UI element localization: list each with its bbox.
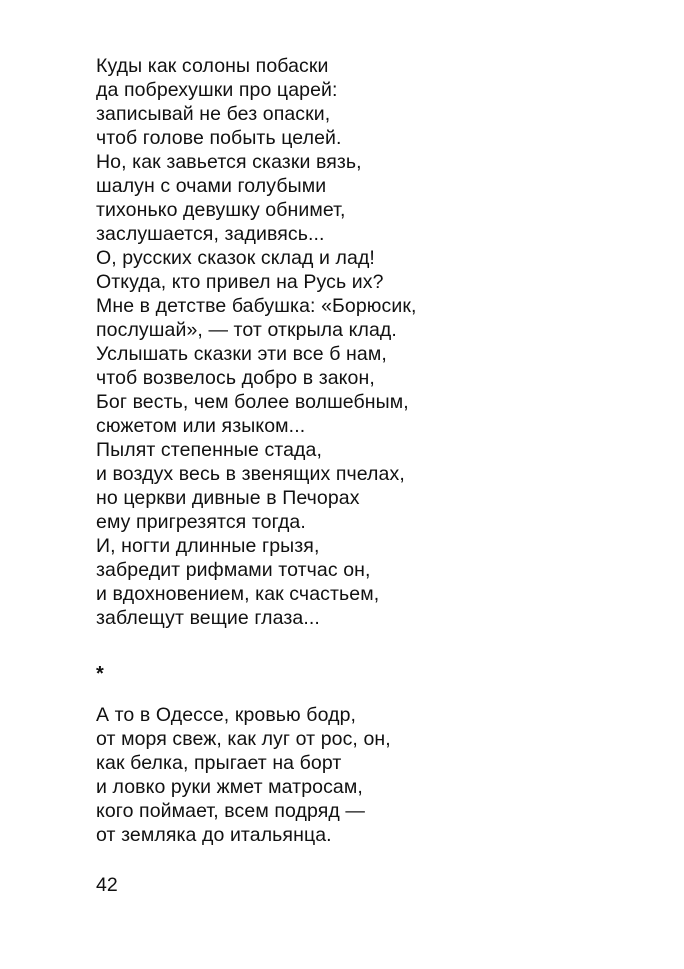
poem-line: Бог весть, чем более волшебным, [96, 391, 409, 413]
section-separator-asterisk: * [96, 663, 104, 685]
poem-line: кого поймает, всем подряд — [96, 800, 365, 822]
poem-line: Мне в детстве бабушка: «Борюсик, [96, 295, 417, 317]
poem-line: Но, как завьется сказки вязь, [96, 151, 362, 173]
poem-line: послушай», — тот открыла клад. [96, 319, 397, 341]
poem-stanza-1 [96, 54, 417, 630]
poem-line: чтоб возвелось добро в закон, [96, 367, 375, 389]
poem-line: и воздух весь в звенящих пчелах, [96, 463, 405, 485]
poem-line: Пылят степенные стада, [96, 439, 322, 461]
poem-line: шалун с очами голубыми [96, 175, 327, 197]
poem-line: Куды как солоны побаски [96, 55, 329, 77]
page-number: 42 [96, 874, 118, 896]
poem-line: сюжетом или языком... [96, 415, 306, 437]
poem-line: от земляка до итальянца. [96, 824, 332, 846]
poem-line: и ловко руки жмет матросам, [96, 776, 363, 798]
poem-line: тихонько девушку обнимет, [96, 199, 346, 221]
poem-line: забредит рифмами тотчас он, [96, 559, 371, 581]
poem-line: Услышать сказки эти все б нам, [96, 343, 387, 365]
poem-line: О, русских сказок склад и лад! [96, 247, 375, 269]
poem-line: и вдохновением, как счастьем, [96, 583, 380, 605]
poem-line: Откуда, кто привел на Русь их? [96, 271, 384, 293]
poem-line: да побрехушки про царей: [96, 79, 338, 101]
poem-line: записывай не без опаски, [96, 103, 331, 125]
poem-line: от моря свеж, как луг от рос, он, [96, 728, 391, 750]
poem-line: И, ногти длинные грызя, [96, 535, 320, 557]
poem-line: заслушается, задивясь... [96, 223, 325, 245]
poem-line: как белка, прыгает на борт [96, 752, 342, 774]
poem-stanza-2 [96, 703, 391, 847]
poem-line: но церкви дивные в Печорах [96, 487, 360, 509]
poem-line: заблещут вещие глаза... [96, 607, 320, 629]
poem-line: А то в Одессе, кровью бодр, [96, 704, 357, 726]
poem-line: ему пригрезятся тогда. [96, 511, 306, 533]
poem-line: чтоб голове побыть целей. [96, 127, 342, 149]
